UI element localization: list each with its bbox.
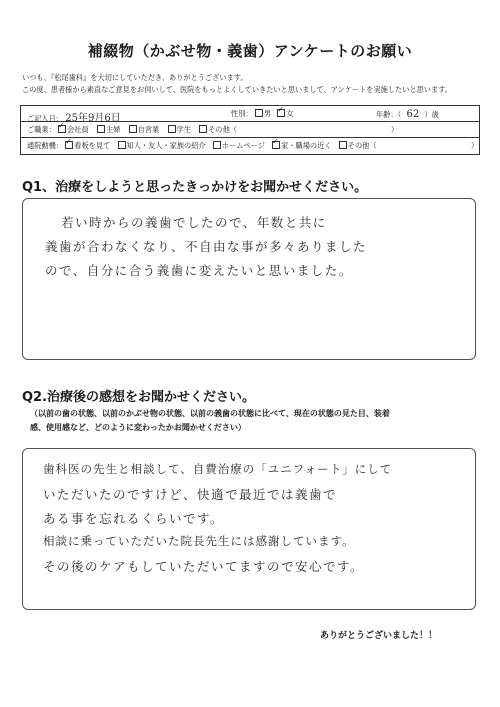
q1-question: Q1、治療をしようと思ったきっかけをお聞かせください。 <box>22 180 368 195</box>
occupation-checkbox-housewife[interactable] <box>97 125 105 133</box>
gender-male-label: 男 <box>263 109 272 118</box>
reason-close: ） <box>471 141 479 150</box>
reason-option-label: 看板を見て <box>74 141 111 150</box>
age-field[interactable] <box>376 109 439 120</box>
q1-answer-line: ので、自分に合う義歯に変えたいと思いました。 <box>45 263 353 278</box>
date-field[interactable] <box>27 109 121 124</box>
occupation-label: ご職業： <box>27 125 56 134</box>
q2-answer-line: その後のケアもしていただいてますので安心です。 <box>43 559 365 574</box>
reason-checkbox-referral[interactable] <box>118 141 126 149</box>
occupation-checkbox-company[interactable] <box>58 125 66 133</box>
page-title: 補綴物（かぶせ物・義歯）アンケートのお願い <box>87 42 413 60</box>
thanks-text: ありがとうございました！！ <box>320 631 438 641</box>
occupation-checkbox-student[interactable] <box>168 125 176 133</box>
reason-option-label: 知人・友人・家族の紹介 <box>126 141 206 150</box>
info-table <box>20 105 480 155</box>
reason-field <box>27 141 377 151</box>
date-value: 25年9月6日 <box>65 113 121 124</box>
intro-line-1: いつも、『松尾歯科』を大切にしていただき、ありがとうございます。 <box>22 73 248 82</box>
q1-answer-box[interactable] <box>22 198 476 360</box>
occupation-field <box>27 125 237 135</box>
date-label: ご記入日： <box>27 114 63 123</box>
age-suffix: ）歳 <box>424 110 439 119</box>
row-divider <box>21 137 479 138</box>
occupation-option-label: 主婦 <box>105 125 121 134</box>
reason-checkbox-homepage[interactable] <box>213 141 221 149</box>
q2-question: Q2.治療後の感想をお聞かせください。 <box>22 390 256 405</box>
reason-option-label: 家・職場の近く <box>281 141 332 150</box>
occupation-option-label: 自営業 <box>137 125 160 134</box>
occupation-option-label: その他（ <box>208 125 237 134</box>
q2-answer-line: ある事を忘れるくらいです。 <box>43 511 225 526</box>
occupation-checkbox-selfemployed[interactable] <box>129 125 137 133</box>
gender-female-label: 女 <box>286 109 294 118</box>
occupation-option-label: 学生 <box>176 125 191 134</box>
gender-male-checkbox[interactable] <box>255 109 263 117</box>
intro-line-2: この度、患者様から素直なご意見をお伺いして、医院をもっとよくしていきたいと思いまして、アンケートを実施したいと思います。 <box>22 85 452 94</box>
reason-option-label: その他（ <box>347 141 377 150</box>
q2-answer-line: 歯科医の先生と相談して、自費治療の「ユニフォート」にして <box>43 462 393 476</box>
occupation-option-label: 会社員 <box>67 125 89 134</box>
q1-answer-line: 義歯が合わなくなり、不自由な事が多々ありました <box>45 239 368 254</box>
reason-label: 通院動機： <box>27 141 63 150</box>
gender-field <box>231 109 294 119</box>
age-label: 年齢：（ <box>376 110 402 119</box>
gender-female-checkbox[interactable] <box>277 109 285 117</box>
reason-checkbox-other[interactable] <box>339 141 347 149</box>
q2-note-line-2: 感、使用感など、どのように変わったかお聞かせください） <box>30 423 246 432</box>
q2-note-line-1: （以前の歯の状態、以前のかぶせ物の状態、以前の義歯の状態に比べて、現在の状態の見た目、装着 <box>30 409 390 418</box>
q2-answer-box[interactable] <box>22 448 476 610</box>
gender-label: 性別： <box>231 109 253 118</box>
reason-option-label: ホームページ <box>221 141 265 150</box>
age-value: 62 <box>406 109 420 120</box>
occupation-checkbox-other[interactable] <box>199 125 207 133</box>
q2-answer-line: いただいたのですけど、快適で最近では義歯で <box>43 487 338 502</box>
q1-answer-line: 若い時からの義歯でしたので、年数と共に <box>61 215 327 230</box>
q2-answer-line: 相談に乗っていただいた院長先生には感謝しています。 <box>43 534 355 548</box>
occupation-close: ） <box>391 125 399 134</box>
reason-checkbox-signboard[interactable] <box>65 141 73 149</box>
reason-checkbox-nearby[interactable] <box>272 141 280 149</box>
